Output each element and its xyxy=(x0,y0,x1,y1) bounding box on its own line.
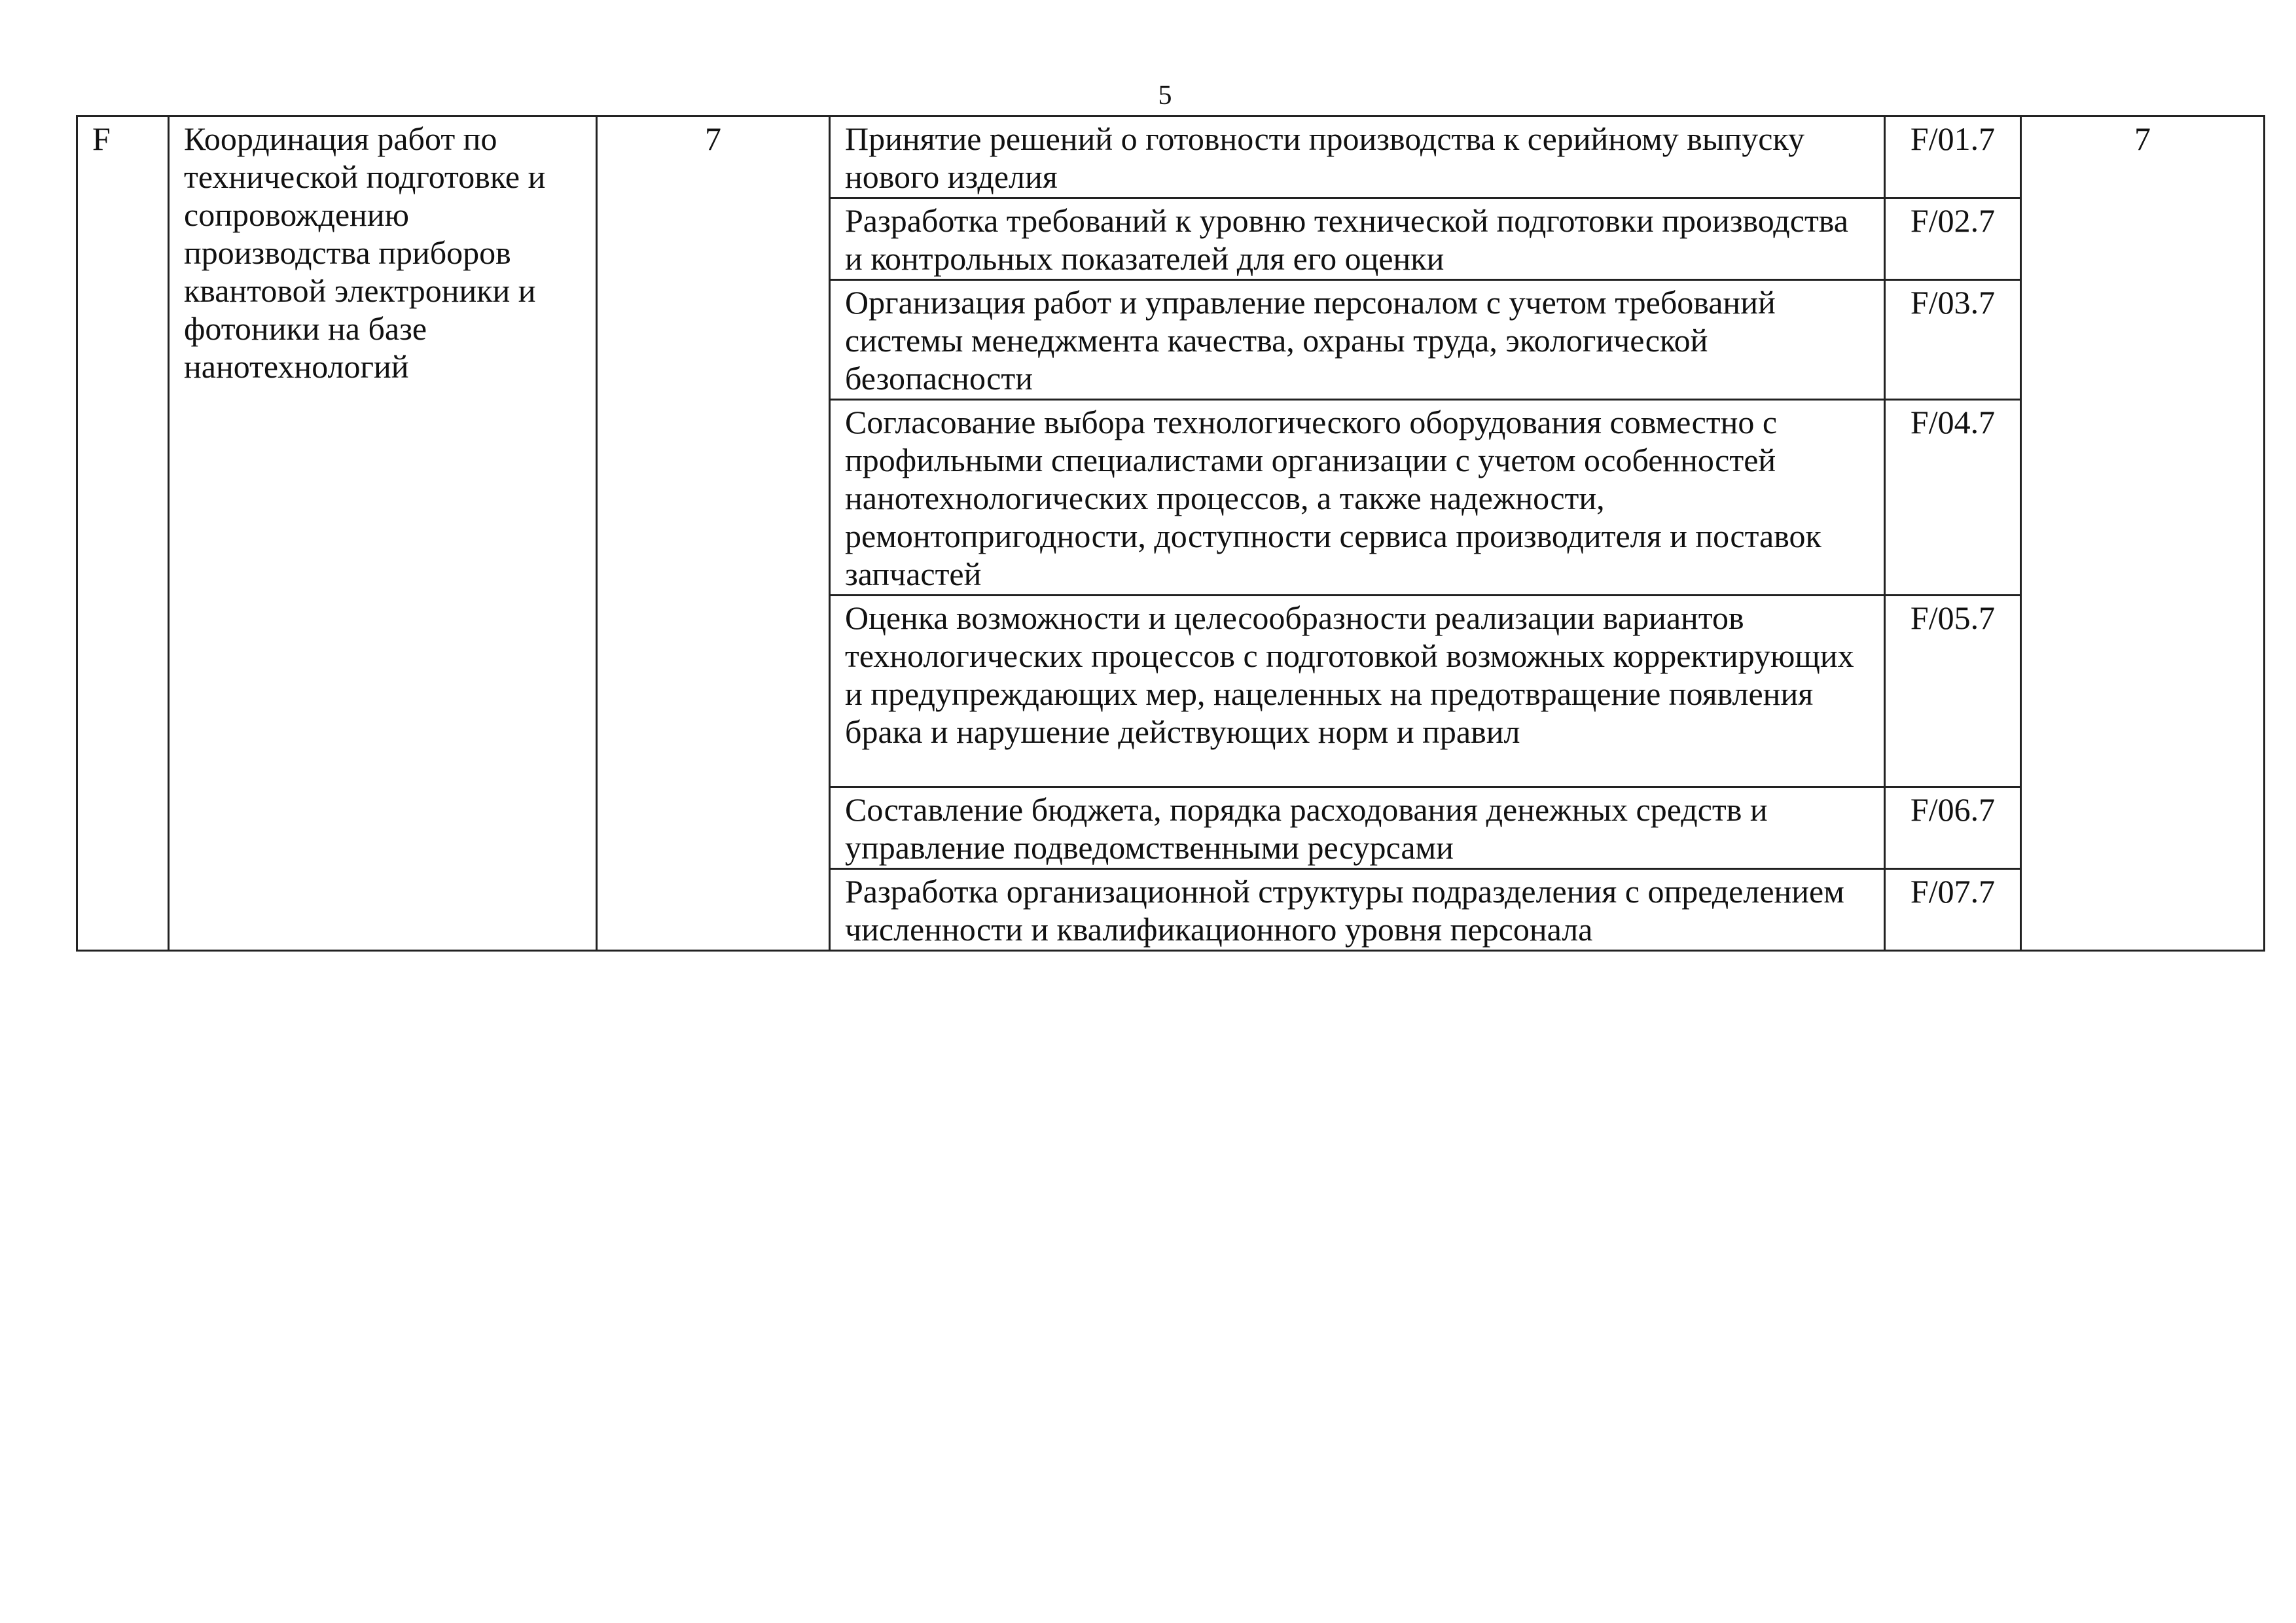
labor-function-name: Составление бюджета, порядка расходования денежных средств и управление подведомственными ресурсами xyxy=(830,787,1885,869)
labor-function-code: F/05.7 xyxy=(1885,596,2021,787)
labor-function-name: Оценка возможности и целесообразности реализации вариантов технологических процессов с подготовкой возможных корректирующих и предупреждающих мер, нацеленных на предотвращение появления брака и нарушение действующих норм и правил xyxy=(830,596,1885,787)
labor-function-name: Разработка организационной структуры подразделения с определением численности и квалификационного уровня персонала xyxy=(830,869,1885,951)
labor-function-code: F/07.7 xyxy=(1885,869,2021,951)
generalized-function-name: Координация работ по технической подготовке и сопровождению производства приборов квантовой электроники и фотоники на базе нанотехнологий xyxy=(169,116,597,951)
labor-function-name: Принятие решений о готовности производства к серийному выпуску нового изделия xyxy=(830,116,1885,198)
table-row xyxy=(77,116,2265,198)
labor-function-name: Разработка требований к уровню технической подготовки производства и контрольных показателей для его оценки xyxy=(830,198,1885,280)
page-number: 5 xyxy=(1158,80,1172,111)
labor-function-code: F/06.7 xyxy=(1885,787,2021,869)
labor-function-code: F/02.7 xyxy=(1885,198,2021,280)
labor-function-name: Организация работ и управление персоналом с учетом требований системы менеджмента качества, охраны труда, экологической безопасности xyxy=(830,280,1885,400)
qualification-level: 7 xyxy=(597,116,830,951)
labor-function-code: F/01.7 xyxy=(1885,116,2021,198)
functions-table xyxy=(76,115,2265,952)
labor-function-code: F/04.7 xyxy=(1885,400,2021,596)
labor-function-code: F/03.7 xyxy=(1885,280,2021,400)
generalized-function-code: F xyxy=(77,116,169,951)
labor-function-name: Согласование выбора технологического оборудования совместно с профильными специалистами организации с учетом особенностей нанотехнологических процессов, а также надежности, ремонтопригодности, доступности сервиса производителя и поставок запчастей xyxy=(830,400,1885,596)
subqualification-level: 7 xyxy=(2021,116,2265,951)
